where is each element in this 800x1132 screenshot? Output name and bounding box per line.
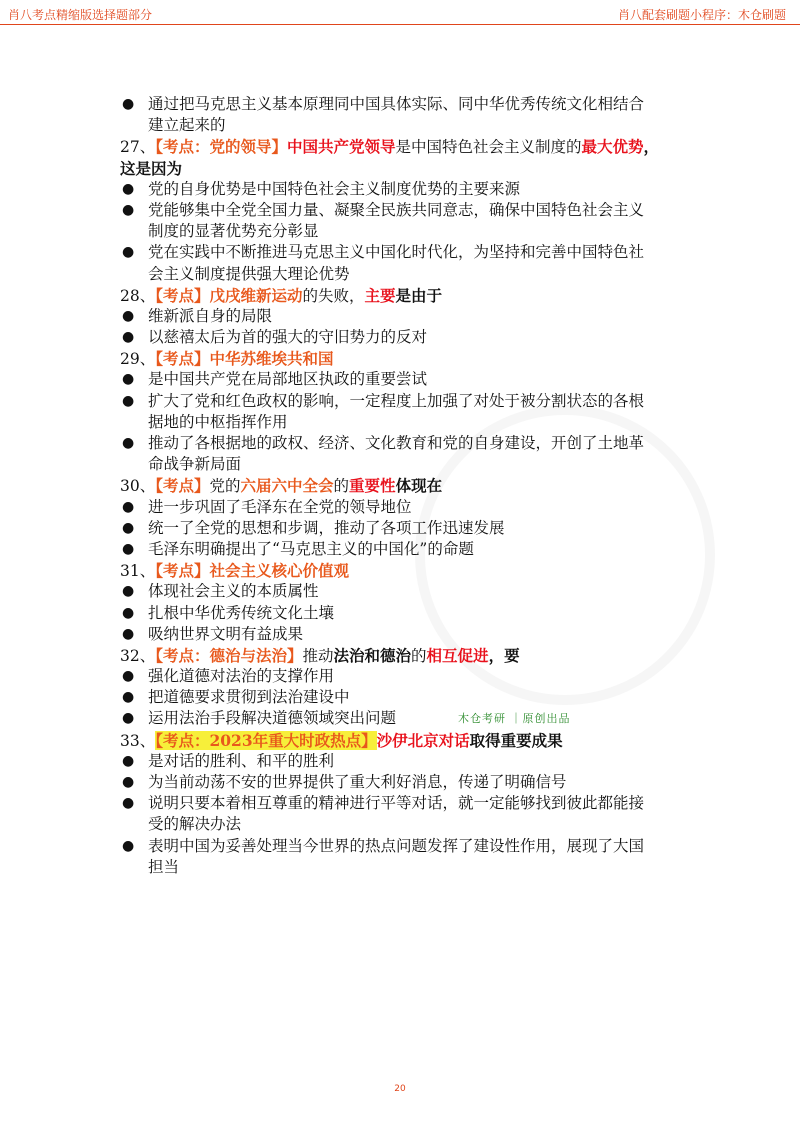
bullet-icon: ● (122, 201, 135, 218)
question-heading-30: 30、【考点】党的六届六中全会的重要性体现在 (120, 476, 443, 496)
list-item: ● 运用法治手段解决道德领域突出问题 (120, 708, 700, 729)
question-heading-33: 33、【考点：2023年重大时政热点】沙伊北京对话取得重要成果 (120, 730, 563, 750)
list-item: ● 毛泽东明确提出了“马克思主义的中国化”的命题 (120, 539, 700, 560)
header-right-title: 肖八配套刷题小程序：木仓刷题 (617, 8, 786, 22)
bullet-icon: ● (122, 244, 135, 261)
brand-stamp: 木仓考研 ｜原创出品 (458, 712, 571, 725)
list-item-cont: 建立起来的 (148, 116, 226, 135)
bullet-icon: ● (122, 180, 135, 197)
bullet-icon: ● (122, 604, 135, 621)
list-item: ● 通过把马克思主义基本原理同中国具体实际、同中华优秀传统文化相结合 (120, 94, 700, 115)
list-item: ● 维新派自身的局限 (120, 306, 700, 327)
question-heading-28: 28、【考点】戊戌维新运动的失败，主要是由于 (120, 285, 443, 305)
list-item: ● 进一步巩固了毛泽东在全党的领导地位 (120, 497, 700, 518)
list-item: ● 把道德要求贯彻到法治建设中 (120, 687, 700, 708)
list-item-cont: 会主义制度提供强大理论优势 (148, 264, 350, 283)
bullet-icon: ● (122, 774, 135, 790)
page-number: 20 (394, 1084, 406, 1094)
bullet-icon: ● (122, 625, 135, 642)
list-item: ● 推动了各根据地的政权、经济、文化教育和党的自身建设，开创了土地革 (120, 433, 700, 454)
list-item-cont: 据地的中枢指挥作用 (148, 412, 288, 431)
list-item: ● 扎根中华优秀传统文化土壤 (120, 603, 700, 624)
list-item-cont: 担当 (148, 857, 180, 876)
bullet-icon: ● (122, 752, 135, 769)
list-item-cont: 命战争新局面 (148, 455, 242, 474)
bullet-icon: ● (122, 710, 135, 727)
bullet-icon: ● (122, 519, 135, 536)
list-item: ● 扩大了党和红色政权的影响，一定程度上加强了对处于被分割状态的各根 (120, 391, 700, 412)
bullet-icon: ● (122, 795, 135, 812)
header-left-title: 肖八考点精缩版选择题部分 (8, 8, 153, 22)
list-item: ● 为当前动荡不安的世界提供了重大利好消息，传递了明确信号 (120, 772, 700, 793)
bullet-icon: ● (122, 307, 135, 324)
bullet-icon: ● (122, 668, 135, 685)
bullet-icon: ● (122, 540, 135, 557)
bullet-icon: ● (122, 498, 135, 515)
question-heading-27-cont: 这是因为 (120, 158, 183, 178)
list-item: ● 是对话的胜利、和平的胜利 (120, 751, 700, 772)
header-rule (0, 24, 800, 25)
list-item-cont: 受的解决办法 (148, 815, 242, 834)
list-item: ● 党在实践中不断推进马克思主义中国化时代化，为坚持和完善中国特色社 (120, 242, 700, 263)
bullet-icon: ● (122, 435, 135, 451)
bullet-icon: ● (122, 837, 135, 854)
list-item: ● 强化道德对法治的支撑作用 (120, 666, 700, 687)
question-heading-29: 29、【考点】中华苏维埃共和国 (120, 349, 334, 369)
list-item: ● 吸纳世界文明有益成果 (120, 624, 700, 645)
list-item: ● 说明只要本着相互尊重的精神进行平等对话，就一定能够找到彼此都能接 (120, 793, 700, 814)
bullet-icon: ● (122, 329, 135, 346)
bullet-icon: ● (122, 392, 135, 409)
list-item-cont: 制度的显著优势充分彰显 (148, 222, 319, 241)
list-item: ● 党能够集中全党全国力量、凝聚全民族共同意志，确保中国特色社会主义 (120, 200, 700, 221)
list-item: ● 党的自身优势是中国特色社会主义制度优势的主要来源 (120, 179, 700, 200)
list-item: ● 是中国共产党在局部地区执政的重要尝试 (120, 369, 700, 390)
list-item: ● 统一了全党的思想和步调，推动了各项工作迅速发展 (120, 518, 700, 539)
bullet-icon: ● (122, 96, 135, 112)
document-body (120, 94, 700, 878)
list-item: ● 体现社会主义的本质属性 (120, 581, 700, 602)
question-heading-31: 31、【考点】社会主义核心价值观 (120, 561, 350, 581)
bullet-icon: ● (122, 371, 135, 388)
page-header (0, 0, 800, 26)
list-item: ● 以慈禧太后为首的强大的守旧势力的反对 (120, 327, 700, 348)
question-heading-27: 27、【考点：党的领导】中国共产党领导是中国特色社会主义制度的最大优势， (120, 137, 660, 157)
question-heading-32: 32、【考点：德治与法治】推动法治和德治的相互促进，要 (120, 645, 520, 665)
bullet-icon: ● (122, 689, 135, 706)
bullet-icon: ● (122, 583, 135, 600)
list-item: ● 表明中国为妥善处理当今世界的热点问题发挥了建设性作用，展现了大国 (120, 836, 700, 857)
